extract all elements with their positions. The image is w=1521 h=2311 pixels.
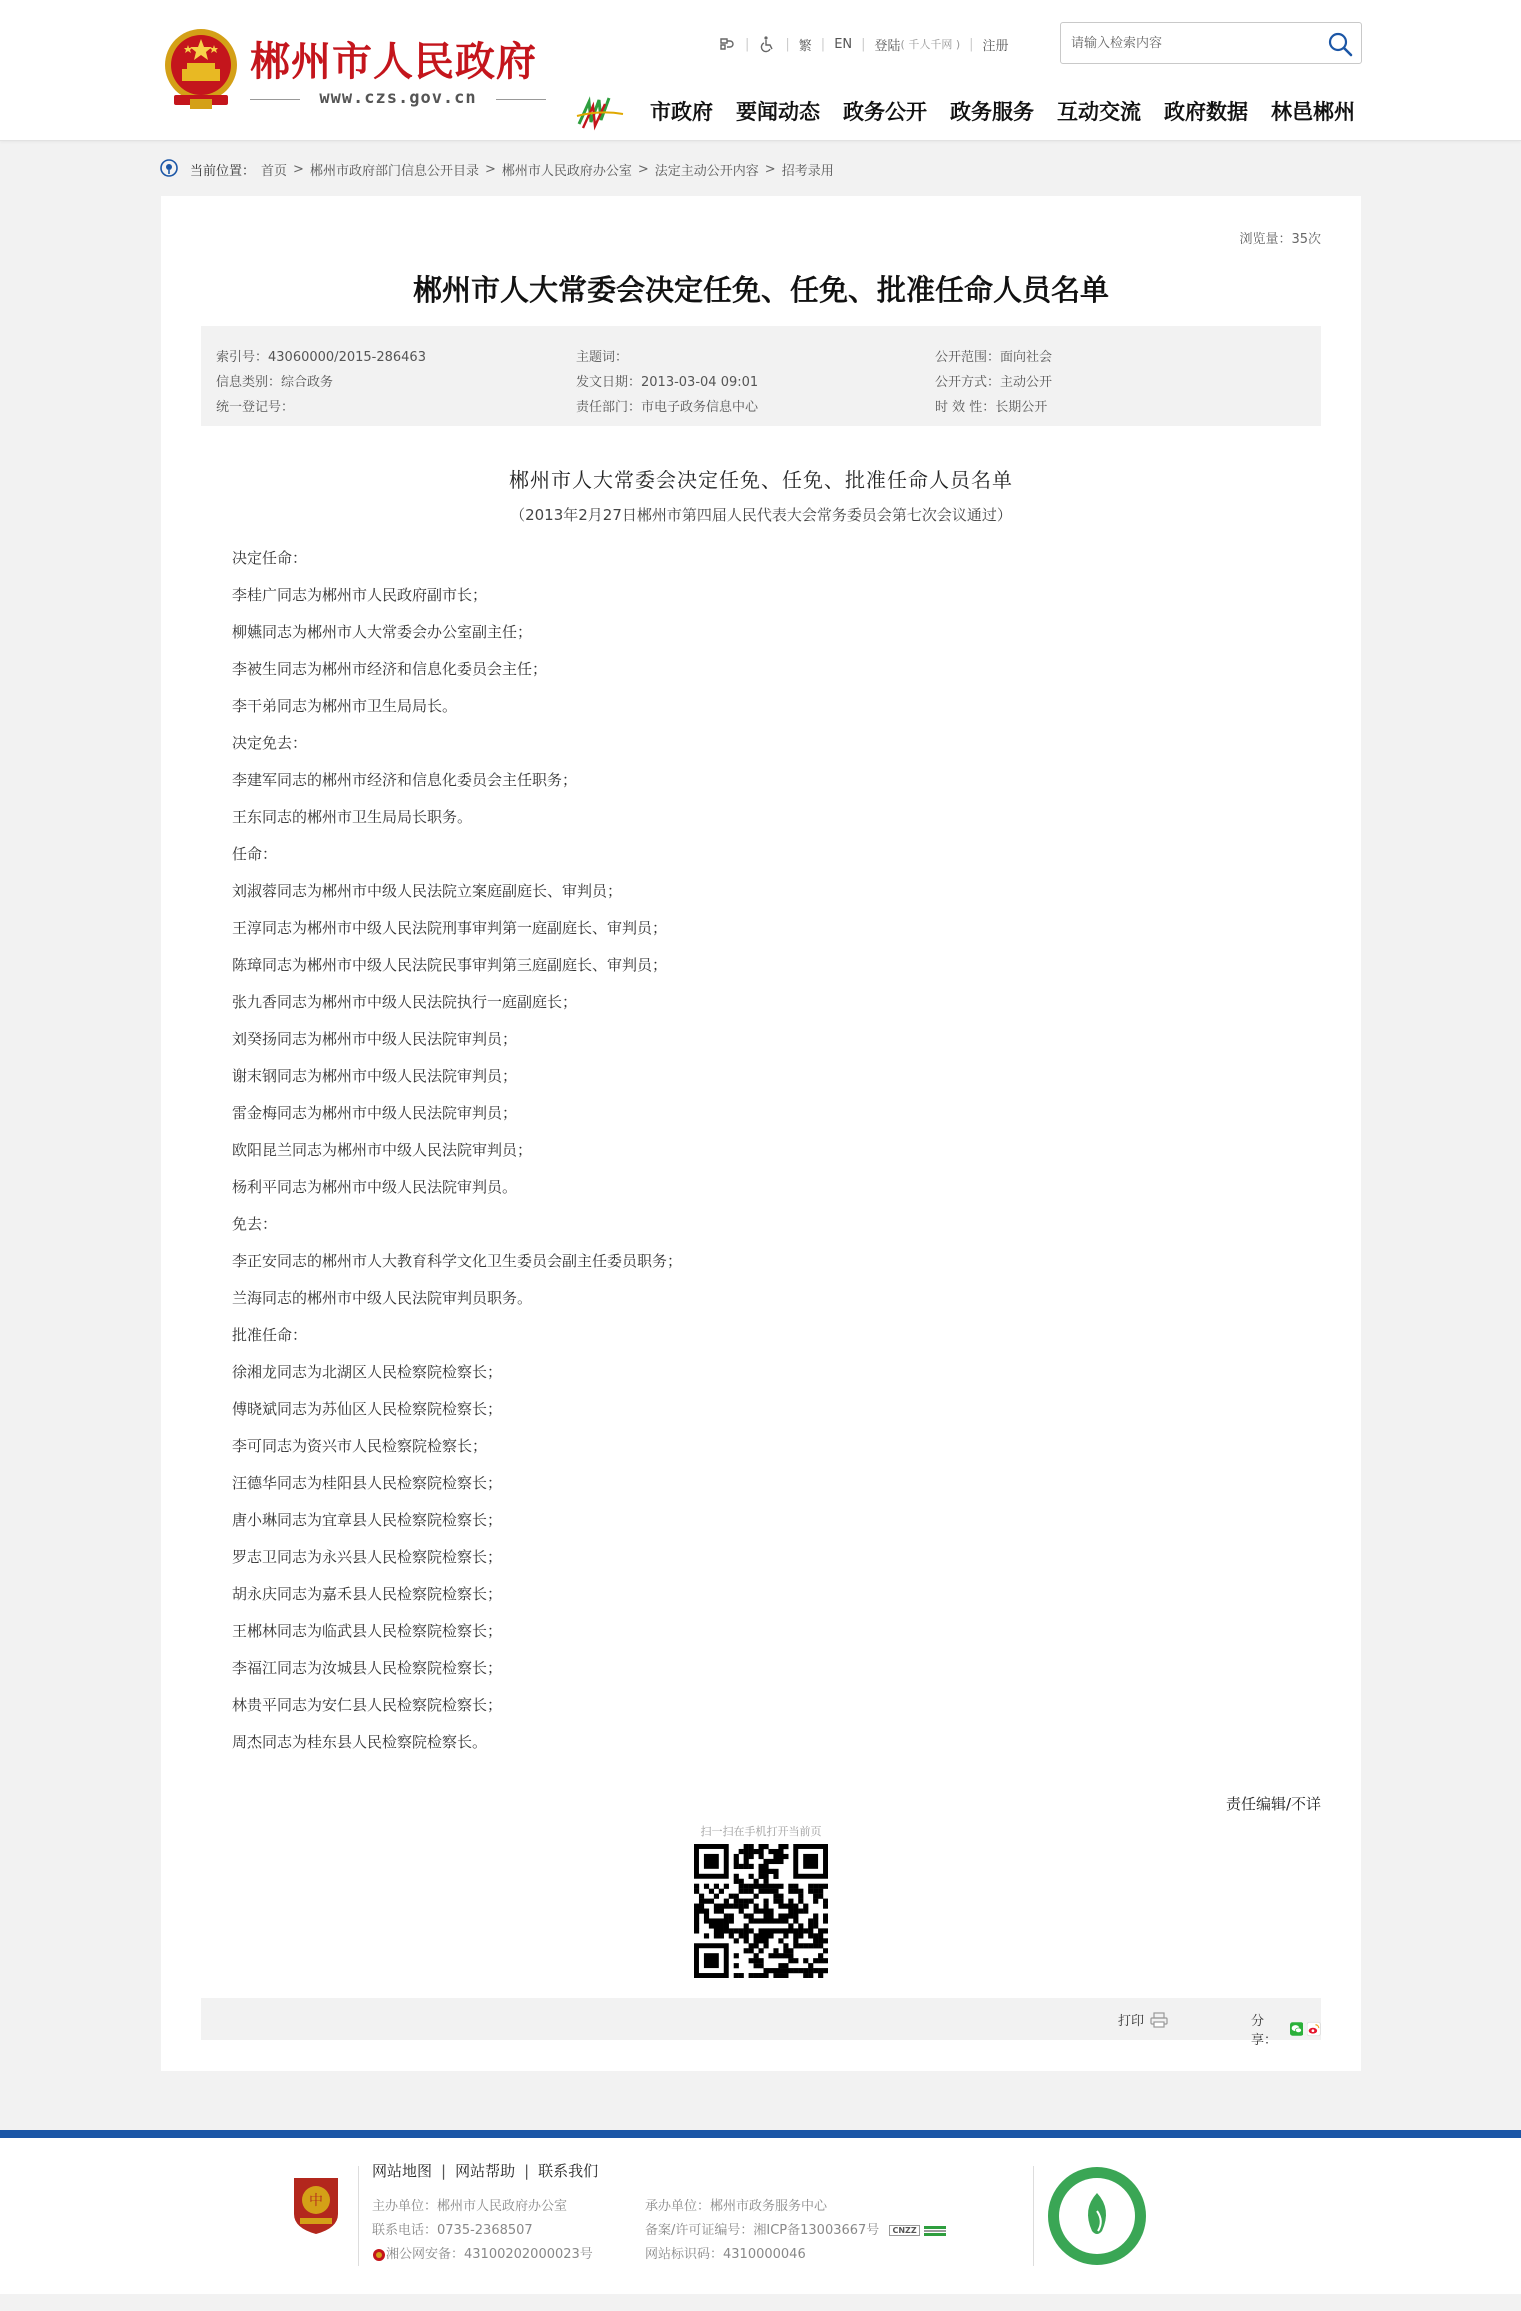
nav-item-linyi-chenzhou[interactable]: 林邑郴州 bbox=[1271, 100, 1355, 124]
meta-scope-label: 公开范围： bbox=[935, 350, 1001, 365]
meta-index-value: 43060000/2015-286463 bbox=[268, 350, 426, 365]
breadcrumb-separator: > bbox=[484, 161, 496, 177]
footer-sponsor bbox=[372, 2195, 567, 2214]
nav-item-interaction[interactable]: 互动交流 bbox=[1057, 100, 1141, 124]
url-divider bbox=[250, 99, 300, 100]
article-paragraph: 柳嬿同志为郴州市人大常委会办公室副主任； bbox=[232, 623, 533, 641]
meta-index bbox=[216, 346, 426, 365]
breadcrumb-item-office[interactable]: 郴州市人民政府办公室 bbox=[501, 163, 632, 179]
share-bar bbox=[201, 1998, 1321, 2048]
footer-icp-value: 湘ICP备13003667号 bbox=[753, 2223, 880, 2238]
meta-topic bbox=[576, 346, 628, 365]
accessibility-icon bbox=[718, 35, 736, 53]
meta-method bbox=[935, 371, 1052, 390]
article-paragraph: 李建军同志的郴州市经济和信息化委员会主任职务； bbox=[232, 771, 578, 789]
article-paragraph: 雷金梅同志为郴州市中级人民法院审判员； bbox=[232, 1104, 518, 1122]
article-paragraph: 刘癸扬同志为郴州市中级人民法院审判员； bbox=[232, 1030, 518, 1048]
article-paragraph: 林贵平同志为安仁县人民检察院检察长； bbox=[232, 1696, 503, 1714]
article-paragraph: 免去： bbox=[232, 1215, 278, 1233]
article-paragraph: 杨利平同志为郴州市中级人民法院审判员。 bbox=[232, 1178, 518, 1196]
article-paragraph: 李正安同志的郴州市人大教育科学文化卫生委员会副主任委员职务； bbox=[232, 1252, 683, 1270]
wechat-icon[interactable] bbox=[1290, 2021, 1304, 2037]
breadcrumb-item-home[interactable]: 首页 bbox=[261, 163, 288, 179]
meta-category-value: 综合政务 bbox=[281, 375, 334, 390]
print-button[interactable] bbox=[1118, 2010, 1168, 2029]
meta-date-label: 发文日期： bbox=[576, 375, 642, 390]
footer-operator-value: 郴州市政务服务中心 bbox=[710, 2199, 828, 2214]
article-paragraph: 王淳同志为郴州市中级人民法院刑事审判第一庭副庭长、审判员； bbox=[232, 919, 668, 937]
article-paragraph: 傅晓斌同志为苏仙区人民检察院检察长； bbox=[232, 1400, 503, 1418]
meta-scope bbox=[935, 346, 1052, 365]
article-paragraph: 任命： bbox=[232, 845, 278, 863]
footer-phone-label: 联系电话： bbox=[372, 2223, 438, 2238]
top-separator: | bbox=[785, 36, 790, 52]
site-url bbox=[250, 88, 546, 110]
footer-accent-bar bbox=[0, 2130, 1521, 2138]
top-separator: | bbox=[969, 36, 974, 52]
article-paragraph: 唐小琳同志为宜章县人民检察院检察长； bbox=[232, 1511, 503, 1529]
meta-validity-value: 长期公开 bbox=[995, 400, 1048, 415]
site-title[interactable]: 郴州市人民政府 bbox=[250, 38, 537, 85]
breadcrumb-item-catalog[interactable]: 郴州市政府部门信息公开目录 bbox=[309, 163, 479, 179]
article-paragraph: 王东同志的郴州市卫生局局长职务。 bbox=[232, 808, 473, 826]
footer-icp-label: 备案/许可证编号： bbox=[645, 2223, 754, 2238]
meta-index-label: 索引号： bbox=[216, 350, 269, 365]
icp-badge: CNZZ bbox=[889, 2225, 919, 2236]
meta-category-label: 信息类别： bbox=[216, 375, 282, 390]
site-footer bbox=[0, 2138, 1521, 2294]
login-link[interactable] bbox=[875, 35, 961, 54]
meta-validity bbox=[935, 396, 1047, 415]
top-separator: | bbox=[820, 36, 826, 52]
national-emblem-icon[interactable] bbox=[160, 25, 242, 111]
search-box bbox=[1060, 22, 1362, 64]
meta-date-value: 2013-03-04 09:01 bbox=[641, 375, 759, 390]
footer-operator bbox=[645, 2195, 827, 2214]
article-title: 郴州市人大常委会决定任免、任免、批准任命人员名单 bbox=[412, 273, 1109, 307]
url-divider bbox=[496, 99, 546, 100]
article-panel bbox=[161, 196, 1361, 2071]
meta-dept-value: 市电子政务信息中心 bbox=[641, 400, 759, 415]
svg-text:中: 中 bbox=[309, 2193, 323, 2209]
footer-police-label: 湘公网安备： bbox=[386, 2247, 465, 2262]
top-separator: | bbox=[745, 36, 750, 52]
footer-site-code bbox=[645, 2243, 806, 2262]
article-paragraph: 欧阳昆兰同志为郴州市中级人民法院审判员； bbox=[232, 1141, 533, 1159]
article-paragraph: 李福江同志为汝城县人民检察院检察长； bbox=[232, 1659, 503, 1677]
article-paragraph: 李干弟同志为郴州市卫生局局长。 bbox=[232, 697, 458, 715]
search-icon[interactable] bbox=[1327, 31, 1353, 57]
breadcrumb-separator: > bbox=[764, 161, 776, 177]
main-nav bbox=[650, 96, 1355, 126]
footer-divider bbox=[358, 2166, 359, 2266]
article-paragraph: 陈璋同志为郴州市中级人民法院民事审判第三庭副庭长、审判员； bbox=[232, 956, 668, 974]
footer-links bbox=[372, 2160, 598, 2181]
footer-police[interactable] bbox=[372, 2243, 593, 2262]
article-paragraph: 王郴林同志为临武县人民检察院检察长； bbox=[232, 1622, 503, 1640]
meta-validity-label: 时 效 性： bbox=[935, 400, 996, 415]
nav-decoration-icon bbox=[575, 92, 625, 132]
location-pin-icon bbox=[160, 159, 178, 179]
article-paragraph: 胡永庆同志为嘉禾县人民检察院检察长； bbox=[232, 1585, 503, 1603]
nav-item-news[interactable]: 要闻动态 bbox=[736, 100, 820, 124]
footer-operator-label: 承办单位： bbox=[645, 2199, 711, 2214]
site-header bbox=[0, 0, 1521, 141]
breadcrumb-item-recruitment[interactable]: 招考录用 bbox=[781, 163, 834, 179]
footer-link-help[interactable]: 网站帮助 bbox=[455, 2162, 516, 2180]
login-note: ( 千人千网 ) bbox=[900, 38, 961, 51]
footer-divider bbox=[1033, 2166, 1034, 2266]
view-count: 浏览量：35次 bbox=[1239, 232, 1321, 247]
breadcrumb-separator: > bbox=[293, 161, 304, 177]
article-paragraph: 罗志卫同志为永兴县人民检察院检察长； bbox=[232, 1548, 503, 1566]
meta-method-value: 主动公开 bbox=[1000, 375, 1053, 390]
breadcrumb-label: 当前位置： bbox=[190, 163, 256, 179]
site-url-text: www.czs.gov.cn bbox=[319, 88, 477, 108]
nav-item-city-government[interactable]: 市政府 bbox=[650, 100, 713, 124]
article-paragraph: 谢末钢同志为郴州市中级人民法院审判员； bbox=[232, 1067, 518, 1085]
footer-link-sitemap[interactable]: 网站地图 bbox=[372, 2162, 433, 2180]
article-paragraph: 批准任命： bbox=[232, 1326, 308, 1344]
meta-category bbox=[216, 371, 333, 390]
nav-item-gov-services[interactable]: 政务服务 bbox=[950, 100, 1034, 124]
wheelchair-icon bbox=[758, 35, 776, 53]
footer-site-code-value: 4310000046 bbox=[723, 2247, 806, 2262]
article-meta bbox=[201, 326, 1321, 426]
printer-icon bbox=[1150, 2012, 1168, 2028]
footer-link-contact[interactable]: 联系我们 bbox=[538, 2162, 599, 2180]
article-body bbox=[232, 540, 1232, 1761]
qr-code-icon bbox=[694, 1844, 828, 1978]
article-paragraph: 李可同志为资兴市人民检察院检察长； bbox=[232, 1437, 488, 1455]
article-paragraph: 汪德华同志为桂阳县人民检察院检察长； bbox=[232, 1474, 503, 1492]
qr-caption: 扫一扫在手机打开当前页 bbox=[700, 1825, 822, 1838]
meta-topic-label: 主题词： bbox=[576, 350, 629, 365]
weibo-icon[interactable] bbox=[1307, 2021, 1321, 2037]
breadcrumb bbox=[160, 158, 834, 180]
register-link[interactable]: 注册 bbox=[982, 38, 1009, 54]
meta-date bbox=[576, 371, 758, 390]
article-paragraph: 李被生同志为郴州市经济和信息化委员会主任； bbox=[232, 660, 548, 678]
content-date: （2013年2月27日郴州市第四届人民代表大会常务委员会第七次会议通过） bbox=[510, 506, 1012, 524]
elderly-mode-link[interactable] bbox=[758, 35, 776, 53]
article-paragraph: 周杰同志为桂东县人民检察院检察长。 bbox=[232, 1733, 488, 1751]
footer-icp[interactable] bbox=[645, 2219, 946, 2238]
error-correction-badge-icon[interactable] bbox=[290, 2174, 342, 2236]
article-paragraph: 张九香同志为郴州市中级人民法院执行一庭副庭长； bbox=[232, 993, 578, 1011]
meta-dept bbox=[576, 396, 758, 415]
footer-link-separator: | bbox=[441, 2162, 447, 2180]
article-paragraph: 兰海同志的郴州市中级人民法院审判员职务。 bbox=[232, 1289, 533, 1307]
meta-reg-label: 统一登记号： bbox=[216, 400, 295, 415]
english-link[interactable]: EN bbox=[834, 36, 853, 52]
footer-sponsor-value: 郴州市人民政府办公室 bbox=[437, 2199, 568, 2214]
footer-phone-value: 0735-2368507 bbox=[437, 2223, 533, 2238]
article-paragraph: 李桂广同志为郴州市人民政府副市长； bbox=[232, 586, 488, 604]
content-title: 郴州市人大常委会决定任免、任免、批准任命人员名单 bbox=[509, 468, 1013, 492]
footer-police-value: 43100202000023号 bbox=[464, 2247, 593, 2262]
article-paragraph: 徐湘龙同志为北湖区人民检察院检察长； bbox=[232, 1363, 503, 1381]
footer-sponsor-label: 主办单位： bbox=[372, 2199, 438, 2214]
flag-icon bbox=[924, 2226, 946, 2236]
accessibility-link[interactable] bbox=[718, 35, 736, 53]
responsible-editor: 责任编辑/不详 bbox=[1225, 1795, 1321, 1813]
article-paragraph: 决定免去： bbox=[232, 734, 308, 752]
nav-item-gov-affairs-public[interactable]: 政务公开 bbox=[843, 100, 927, 124]
article-paragraph: 刘淑蓉同志为郴州市中级人民法院立案庭副庭长、审判员； bbox=[232, 882, 623, 900]
footer-site-code-label: 网站标识码： bbox=[645, 2247, 724, 2262]
print-label: 打印 bbox=[1118, 2014, 1145, 2029]
login-label: 登陆 bbox=[874, 38, 901, 54]
footer-phone bbox=[372, 2219, 533, 2238]
breadcrumb-item-statutory[interactable]: 法定主动公开内容 bbox=[654, 163, 759, 179]
nav-item-gov-data[interactable]: 政府数据 bbox=[1164, 100, 1248, 124]
traditional-chinese-link[interactable]: 繁 bbox=[798, 38, 812, 54]
article-paragraph: 决定任命： bbox=[232, 549, 308, 567]
top-separator: | bbox=[861, 36, 866, 52]
civilization-site-badge-icon[interactable] bbox=[1046, 2165, 1148, 2267]
meta-reg bbox=[216, 396, 294, 415]
police-badge-icon bbox=[372, 2248, 386, 2262]
footer-link-separator: | bbox=[524, 2162, 530, 2180]
meta-dept-label: 责任部门： bbox=[576, 400, 642, 415]
search-input[interactable] bbox=[1071, 33, 1311, 53]
breadcrumb-separator: > bbox=[637, 161, 649, 177]
meta-method-label: 公开方式： bbox=[935, 375, 1001, 390]
share-label: 分享： bbox=[1251, 2014, 1278, 2048]
share-group bbox=[1251, 2010, 1321, 2048]
top-links bbox=[718, 34, 1009, 54]
meta-scope-value: 面向社会 bbox=[1000, 350, 1053, 365]
